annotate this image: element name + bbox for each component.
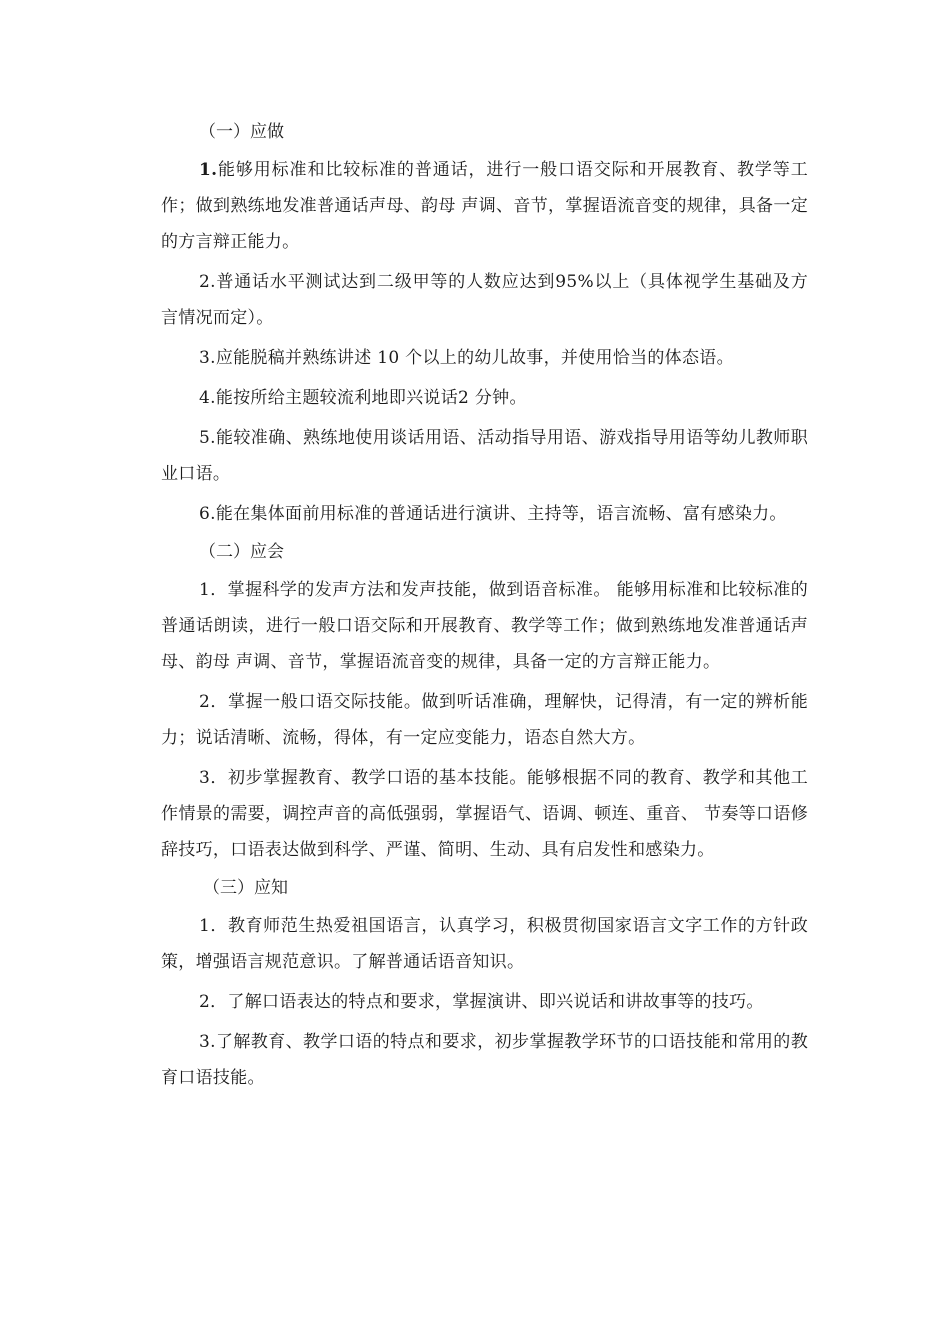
- list-item: [161, 496, 808, 532]
- section-heading: （一）应做: [199, 122, 284, 142]
- item-text: 了解口语表达的特点和要求，掌握演讲、即兴说话和讲故事等的技巧。: [227, 992, 764, 1012]
- item-text: 应能脱稿并熟练讲述 10 个以上的幼儿故事，并使用恰当的体态语。: [215, 348, 734, 368]
- item-number: 6.: [199, 504, 216, 524]
- list-item: [161, 420, 808, 492]
- list-item: [161, 264, 808, 336]
- list-item: [161, 760, 808, 868]
- list-item: [161, 152, 808, 260]
- item-number: 4.: [199, 388, 216, 408]
- section-heading: （三）应知: [203, 878, 288, 898]
- item-number: 3.: [199, 1032, 216, 1052]
- item-number: 3.: [199, 348, 216, 368]
- item-number: 3．: [199, 768, 228, 788]
- item-text: 了解教育、教学口语的特点和要求，初步掌握教学环节的口语技能和常用的教育口语技能。: [161, 1032, 808, 1088]
- item-text: 掌握一般口语交际技能。做到听话准确，理解快，记得清，有一定的辨析能力；说话清晰、流畅，得体，有一定应变能力，语态自然大方。: [161, 692, 809, 748]
- item-number: 2．: [199, 692, 228, 712]
- list-item: [161, 984, 808, 1020]
- item-text: 普通话水平测试达到二级甲等的人数应达到95%以上（具体视学生基础及方言情况而定）。: [161, 272, 808, 328]
- list-item: [161, 380, 808, 416]
- item-number: 1.: [199, 160, 218, 180]
- item-text: 初步掌握教育、教学口语的基本技能。能够根据不同的教育、教学和其他工作情景的需要，调控声音的高低强弱，掌握语气、语调、顿连、重音、 节奏等口语修辞技巧，口语表达做到科学、严谨、简明、生动、具有启发性和感染力。: [161, 768, 809, 860]
- item-number: 1．: [199, 580, 228, 600]
- item-text: 掌握科学的发声方法和发声技能，做到语音标准。 能够用标准和比较标准的普通话朗读，进行一般口语交际和开展教育、教学等工作；做到熟练地发准普通话声母、韵母 声调、音节，掌握语流音变的规律，具备一定的方言辩正能力。: [161, 580, 809, 672]
- section-heading: （二）应会: [199, 542, 284, 562]
- list-item: [161, 340, 808, 376]
- list-item: [161, 684, 808, 756]
- item-text: 教育师范生热爱祖国语言，认真学习，积极贯彻国家语言文字工作的方针政策，增强语言规范意识。了解普通话语音知识。: [161, 916, 809, 972]
- list-item: [161, 572, 808, 680]
- item-number: 5.: [199, 428, 216, 448]
- item-text: 能按所给主题较流利地即兴说话2 分钟。: [215, 388, 527, 408]
- list-item: [161, 1024, 808, 1096]
- item-number: 1．: [199, 916, 228, 936]
- item-number: 2.: [199, 272, 216, 292]
- list-item: [161, 908, 808, 980]
- item-text: 能够用标准和比较标准的普通话，进行一般口语交际和开展教育、教学等工作；做到熟练地发准普通话声母、韵母 声调、音节，掌握语流音变的规律，具备一定的方言辩正能力。: [161, 160, 808, 252]
- item-text: 能较准确、熟练地使用谈话用语、活动指导用语、游戏指导用语等幼儿教师职业口语。: [161, 428, 808, 484]
- item-number: 2．: [199, 992, 228, 1012]
- item-text: 能在集体面前用标准的普通话进行演讲、主持等，语言流畅、富有感染力。: [215, 504, 787, 524]
